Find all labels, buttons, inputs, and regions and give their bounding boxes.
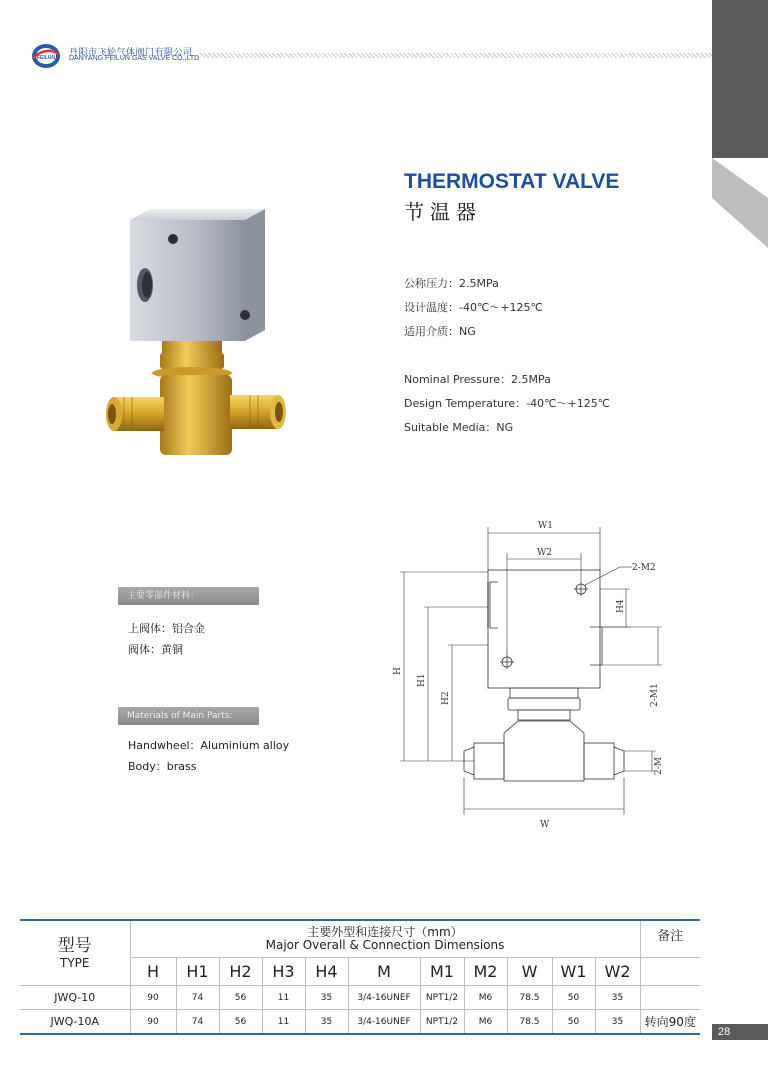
spec-en-media: Suitable Media：NG	[404, 421, 514, 434]
col-header-h1: H1	[176, 958, 219, 986]
cell-w2: 35	[595, 986, 640, 1010]
material-en-handwheel: Handwheel：Aluminium alloy	[128, 739, 290, 752]
cell-w1: 50	[552, 986, 595, 1010]
dim-label-w: W	[540, 820, 550, 830]
dim-label-h4: H4	[616, 599, 626, 613]
dimensions-header-en: Major Overall & Connection Dimensions	[265, 938, 505, 952]
col-header-m1: M1	[420, 958, 464, 986]
product-image	[100, 205, 290, 465]
remark-header: 备注	[640, 920, 700, 958]
cell-m: 3/4-16UNEF	[348, 1010, 420, 1035]
type-header	[20, 920, 130, 986]
spec-cn-pressure: 公称压力：2.5MPa	[404, 277, 499, 290]
cell-h3: 11	[262, 1010, 305, 1035]
col-header-h4: H4	[305, 958, 348, 986]
dim-label-m1: 2-M1	[650, 683, 660, 707]
cell-h2: 56	[219, 986, 262, 1010]
cell-h1: 74	[176, 986, 219, 1010]
spec-en-temperature: Design Temperature：-40℃～+125℃	[404, 397, 611, 410]
product-title-en: THERMOSTAT VALVE	[404, 170, 620, 193]
cell-w1: 50	[552, 1010, 595, 1035]
dim-label-h2: H2	[441, 691, 451, 705]
block-top	[130, 209, 265, 220]
col-header-h: H	[130, 958, 176, 986]
cell-h4: 35	[305, 1010, 348, 1035]
company-logo-icon	[30, 42, 62, 70]
row-type: JWQ-10A	[20, 1010, 130, 1035]
col-header-h2: H2	[219, 958, 262, 986]
spec-cn-temperature: 设计温度：-40℃～+125℃	[404, 301, 543, 314]
material-cn-upper-body: 上阀体：铝合金	[128, 622, 205, 635]
cell-m: 3/4-16UNEF	[348, 986, 420, 1010]
col-header-w: W	[507, 958, 552, 986]
drawing-block	[488, 570, 600, 688]
col-header-w2: W2	[595, 958, 640, 986]
cell-h4: 35	[305, 986, 348, 1010]
cell-h: 90	[130, 986, 176, 1010]
cell-m1: NPT1/2	[420, 1010, 464, 1035]
cell-h2: 56	[219, 1010, 262, 1035]
col-header-remark-blank	[640, 958, 700, 986]
spec-cn-media: 适用介质：NG	[404, 325, 476, 338]
table-row	[20, 1010, 700, 1035]
materials-tag-cn: 主要零部件材料：	[118, 587, 259, 605]
cell-remark	[640, 986, 700, 1010]
col-header-w1: W1	[552, 958, 595, 986]
col-header-m: M	[348, 958, 420, 986]
cell-m2: M6	[464, 1010, 507, 1035]
decor-band-dark	[712, 0, 768, 158]
spec-en-pressure: Nominal Pressure：2.5MPa	[404, 373, 551, 386]
dim-label-m: 2-M	[654, 757, 664, 775]
dimensions-table	[20, 919, 700, 1035]
header-divider	[200, 53, 712, 58]
cell-h3: 11	[262, 986, 305, 1010]
dimensions-header	[130, 920, 640, 958]
type-header-en: TYPE	[60, 955, 90, 970]
company-name-cn: 丹阳市飞轮气体阀门有限公司	[69, 47, 193, 57]
dimensions-header-cn: 主要外型和连接尺寸（mm）	[307, 925, 463, 939]
product-title-cn: 节温器	[404, 200, 482, 224]
cell-h: 90	[130, 1010, 176, 1035]
technical-drawing	[380, 515, 670, 830]
table-row	[20, 986, 700, 1010]
row-type: JWQ-10	[20, 986, 130, 1010]
col-header-m2: M2	[464, 958, 507, 986]
material-en-body: Body：brass	[128, 760, 197, 773]
cell-h1: 74	[176, 1010, 219, 1035]
dim-label-m2: 2-M2	[632, 563, 656, 573]
dim-label-w1: W1	[538, 521, 553, 531]
col-header-h3: H3	[262, 958, 305, 986]
material-cn-body: 阀体：黄铜	[128, 643, 183, 656]
cell-w: 78.5	[507, 1010, 552, 1035]
dim-label-w2: W2	[537, 548, 552, 558]
company-name-en: DANYANG FEILUN GAS VALVE CO.,LTD	[69, 55, 200, 62]
cell-remark: 转向90度	[640, 1010, 700, 1035]
decor-band-light	[712, 158, 768, 248]
cell-w: 78.5	[507, 986, 552, 1010]
materials-tag-en: Materials of Main Parts:	[118, 707, 259, 725]
logo-text: FEILUN	[36, 55, 56, 61]
cell-w2: 35	[595, 1010, 640, 1035]
dim-label-h1: H1	[417, 673, 427, 687]
type-header-cn: 型号	[57, 935, 92, 956]
cell-m1: NPT1/2	[420, 986, 464, 1010]
cell-m2: M6	[464, 986, 507, 1010]
dim-label-h: H	[393, 667, 403, 675]
page-number: 28	[712, 1024, 768, 1040]
